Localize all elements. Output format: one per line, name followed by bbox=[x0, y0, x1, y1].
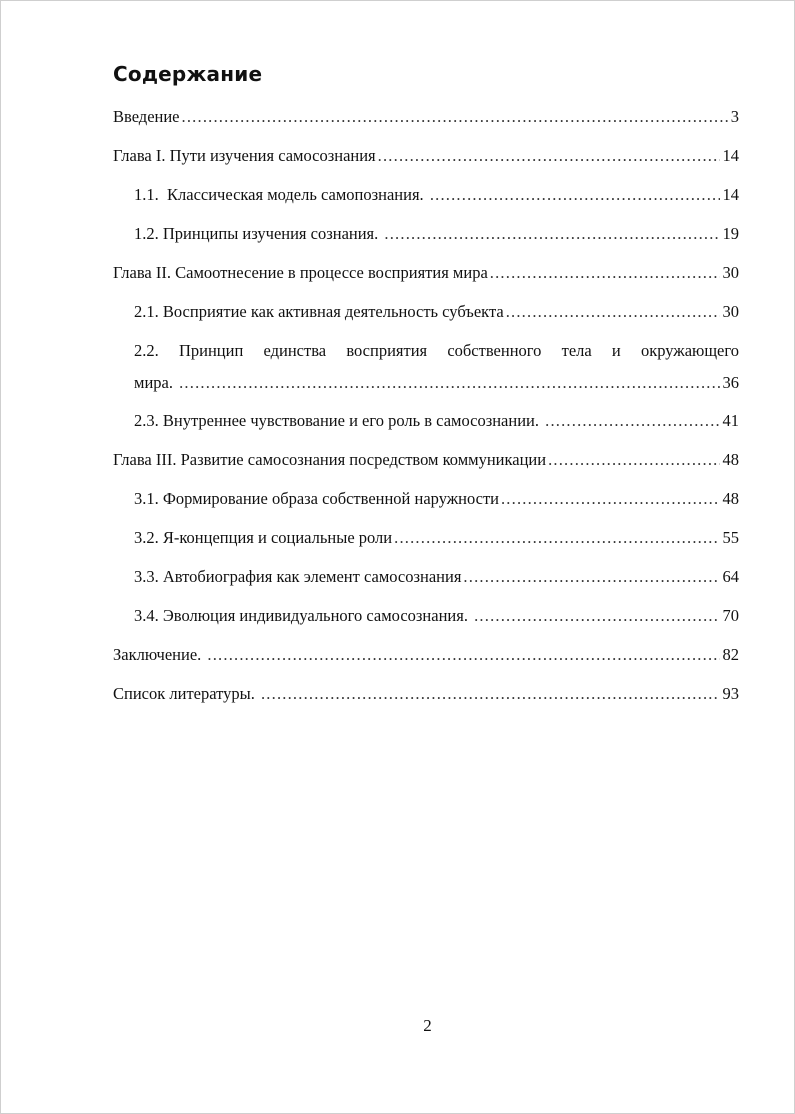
toc-entry-text: 3.3. Автобиография как элемент самосознания bbox=[134, 567, 462, 586]
toc-leader-dots bbox=[207, 645, 719, 665]
toc-entry-2-2-line1[interactable]: 2.2. Принцип единства восприятия собственного тела и окружающего bbox=[134, 341, 739, 360]
toc-entry-text: мира. bbox=[134, 373, 178, 392]
toc-entry-page: 14 bbox=[722, 185, 739, 204]
toc-entry-chapter-3[interactable] bbox=[113, 450, 739, 470]
toc-leader-dots bbox=[179, 373, 719, 393]
toc-entry-text: 3.1. Формирование образа собственной наружности bbox=[134, 489, 499, 508]
toc-entry-page: 30 bbox=[722, 263, 739, 282]
toc-entry-page: 30 bbox=[722, 302, 739, 321]
toc-entry-text: Глава II. Самоотнесение в процессе восприятия мира bbox=[113, 263, 488, 282]
toc-entry-text: Заключение. bbox=[113, 645, 206, 664]
toc-entry-page: 64 bbox=[722, 567, 739, 586]
toc-leader-dots bbox=[378, 146, 720, 166]
toc-entry-page: 14 bbox=[722, 146, 739, 165]
toc-leader-dots bbox=[474, 606, 719, 626]
toc-entry-3-3[interactable] bbox=[134, 567, 739, 587]
toc-entry-page: 93 bbox=[722, 684, 739, 703]
toc-entry-chapter-1[interactable] bbox=[113, 146, 739, 166]
toc-leader-dots bbox=[506, 302, 720, 322]
toc-entry-text: 2.1. Восприятие как активная деятельность субъекта bbox=[134, 302, 504, 321]
page-number: 2 bbox=[423, 1016, 432, 1035]
toc-entry-text: 2.3. Внутреннее чувствование и его роль в самосознании. bbox=[134, 411, 544, 430]
toc-entry-text: Введение bbox=[113, 107, 180, 126]
toc-entry-2-2[interactable] bbox=[134, 373, 739, 393]
toc-leader-dots bbox=[501, 489, 720, 509]
toc-leader-dots bbox=[261, 684, 720, 704]
toc-entry-3-2[interactable] bbox=[134, 528, 739, 548]
toc-entry-text: 3.2. Я-концепция и социальные роли bbox=[134, 528, 393, 547]
toc-entry-page: 19 bbox=[722, 224, 739, 243]
toc-entry-intro[interactable] bbox=[113, 107, 739, 127]
toc-leader-dots bbox=[394, 528, 719, 548]
toc-entry-page: 48 bbox=[722, 489, 739, 508]
toc-entry-page: 82 bbox=[722, 645, 739, 664]
toc-entry-2-1[interactable] bbox=[134, 302, 739, 322]
toc-entry-page: 70 bbox=[722, 606, 739, 625]
toc-entry-2-3[interactable] bbox=[134, 411, 739, 431]
toc-leader-dots bbox=[430, 185, 720, 205]
toc-entry-text: 3.4. Эволюция индивидуального самосознания. bbox=[134, 606, 473, 625]
toc-entry-page: 48 bbox=[722, 450, 739, 469]
toc-entry-1-2[interactable] bbox=[134, 224, 739, 244]
toc-entry-bibliography[interactable] bbox=[113, 684, 739, 704]
toc-leader-dots bbox=[548, 450, 719, 470]
toc-entry-page: 41 bbox=[722, 411, 739, 430]
toc-leader-dots bbox=[490, 263, 720, 283]
toc-entry-text: Глава I. Пути изучения самосознания bbox=[113, 146, 376, 165]
toc-entry-3-1[interactable] bbox=[134, 489, 739, 509]
toc-entry-conclusion[interactable] bbox=[113, 645, 739, 665]
toc-entry-page: 36 bbox=[722, 373, 739, 392]
toc-leader-dots bbox=[545, 411, 719, 431]
toc-entry-text: 1.1. Классическая модель самопознания. bbox=[134, 185, 428, 204]
toc-leader-dots bbox=[384, 224, 719, 244]
toc-entry-1-1[interactable] bbox=[134, 185, 739, 205]
toc-entry-text: Список литературы. bbox=[113, 684, 259, 703]
toc-entry-text: 1.2. Принципы изучения сознания. bbox=[134, 224, 383, 243]
toc-entry-3-4[interactable] bbox=[134, 606, 739, 626]
toc-entry-page: 3 bbox=[730, 107, 739, 126]
toc-leader-dots bbox=[463, 567, 719, 587]
toc-entry-page: 55 bbox=[722, 528, 739, 547]
toc-leader-dots bbox=[182, 107, 728, 127]
toc-entry-chapter-2[interactable] bbox=[113, 263, 739, 283]
toc-entry-text: Глава III. Развитие самосознания посредством коммуникации bbox=[113, 450, 547, 469]
toc-title: Содержание bbox=[113, 62, 263, 86]
